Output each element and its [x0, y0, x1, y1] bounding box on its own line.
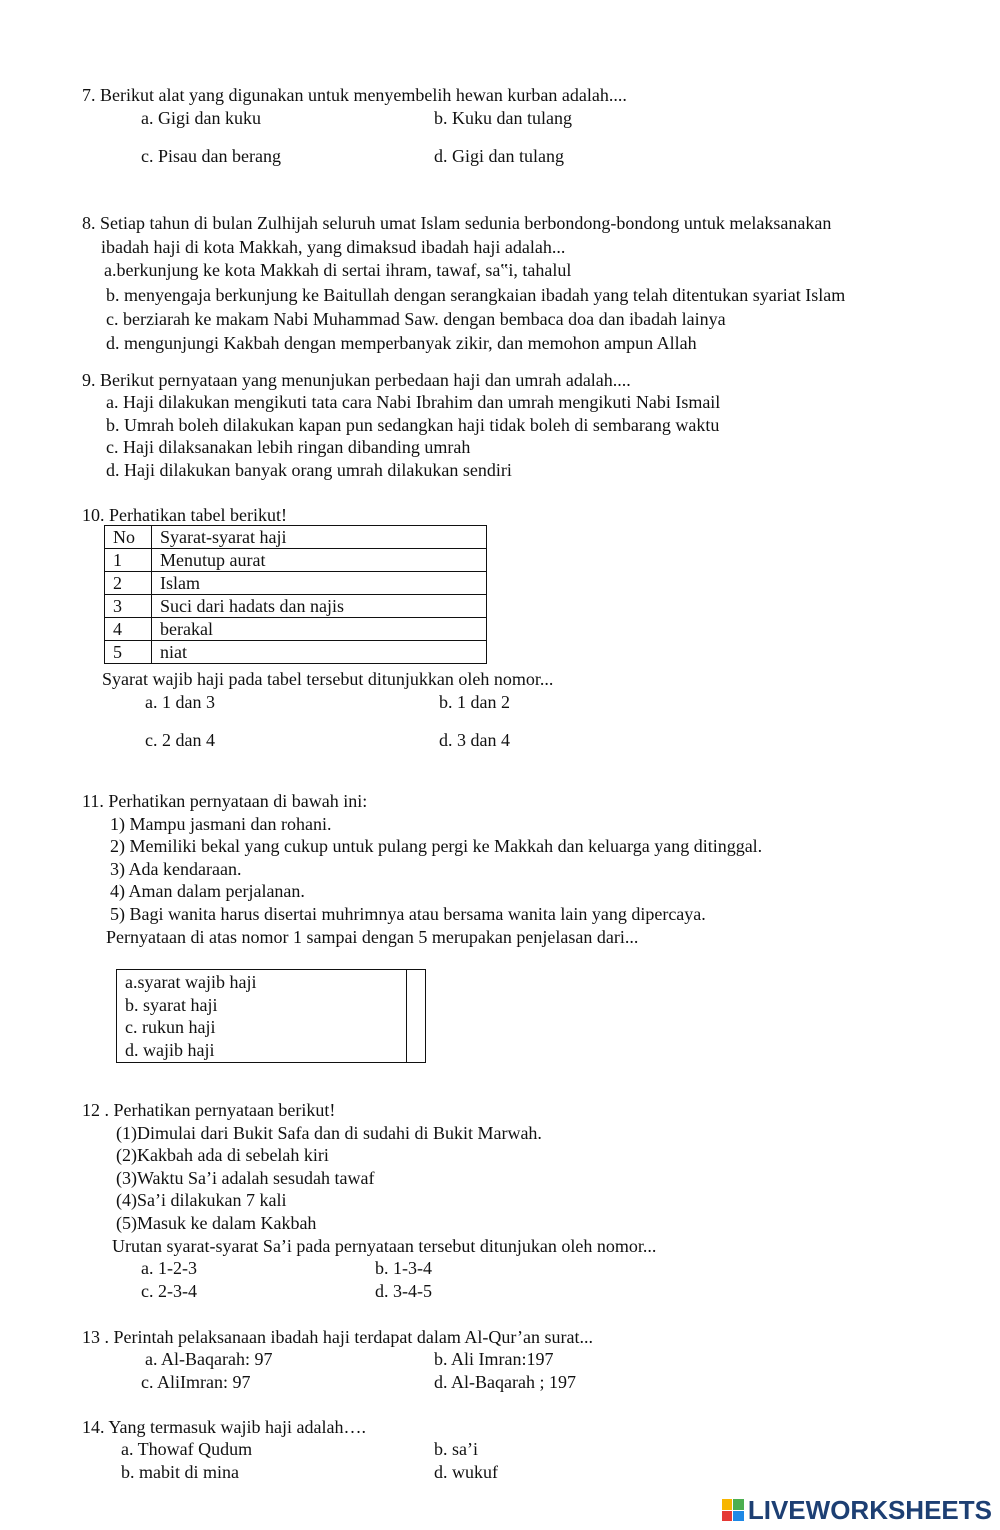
table-header-no: No — [105, 526, 152, 549]
q9-option-a: a. Haji dilakukan mengikuti tata cara Nabi Ibrahim dan umrah mengikuti Nabi Ismail — [106, 392, 721, 412]
table-row — [105, 549, 487, 572]
q7-option-c: c. Pisau dan berang — [141, 146, 281, 166]
q14-option-d: d. wukuf — [434, 1462, 498, 1482]
q8-question-line1: 8. Setiap tahun di bulan Zulhijah seluruh umat Islam sedunia berbondong-bondong untuk melaksanakan — [82, 213, 832, 233]
table-cell-syarat: Islam — [152, 572, 487, 595]
q11-option-b[interactable]: b. syarat haji — [125, 995, 218, 1015]
logo-icon-square-3 — [722, 1511, 733, 1522]
q10-option-b: b. 1 dan 2 — [439, 692, 510, 712]
q10-option-d: d. 3 dan 4 — [439, 730, 510, 750]
q7-option-b: b. Kuku dan tulang — [434, 108, 572, 128]
q8-option-d: d. mengunjungi Kakbah dengan memperbanyak zikir, dan memohon ampun Allah — [106, 333, 697, 353]
q13-option-a: a. Al-Baqarah: 97 — [145, 1349, 273, 1369]
q10-option-c: c. 2 dan 4 — [145, 730, 215, 750]
q9-option-d: d. Haji dilakukan banyak orang umrah dilakukan sendiri — [106, 460, 512, 480]
q10-option-a: a. 1 dan 3 — [145, 692, 215, 712]
q13-question: 13 . Perintah pelaksanaan ibadah haji terdapat dalam Al-Qur’an surat... — [82, 1327, 593, 1347]
q11-options-box — [116, 969, 426, 1063]
table-cell-syarat: niat — [152, 641, 487, 664]
liveworksheets-logo — [722, 1496, 992, 1524]
table-cell-no: 3 — [105, 595, 152, 618]
q13-option-b: b. Ali Imran:197 — [434, 1349, 554, 1369]
q11-option-c[interactable]: c. rukun haji — [125, 1017, 216, 1037]
q11-item-5: 5) Bagi wanita harus disertai muhrimnya atau bersama wanita lain yang dipercaya. — [110, 904, 706, 924]
q10-prompt: Syarat wajib haji pada tabel tersebut ditunjukkan oleh nomor... — [102, 669, 554, 689]
q10-question: 10. Perhatikan tabel berikut! — [82, 505, 287, 525]
q12-item-3: (3)Waktu Sa’i adalah sesudah tawaf — [116, 1168, 375, 1188]
logo-icon-square-4 — [733, 1511, 744, 1522]
table-cell-no: 2 — [105, 572, 152, 595]
table-cell-no: 1 — [105, 549, 152, 572]
q11-option-d[interactable]: d. wajib haji — [125, 1040, 215, 1060]
logo-icon-square-1 — [722, 1499, 733, 1510]
logo-icon-square-2 — [733, 1499, 744, 1510]
q9-option-b: b. Umrah boleh dilakukan kapan pun sedangkan haji tidak boleh di sembarang waktu — [106, 415, 720, 435]
q14-option-b: b. sa’i — [434, 1439, 478, 1459]
q12-item-5: (5)Masuk ke dalam Kakbah — [116, 1213, 317, 1233]
q11-item-3: 3) Ada kendaraan. — [110, 859, 242, 879]
table-row — [105, 641, 487, 664]
q11-option-a[interactable]: a.syarat wajib haji — [125, 972, 257, 992]
q12-item-1: (1)Dimulai dari Bukit Safa dan di sudahi di Bukit Marwah. — [116, 1123, 542, 1143]
q13-option-d: d. Al-Baqarah ; 197 — [434, 1372, 576, 1392]
table-cell-syarat: Suci dari hadats dan najis — [152, 595, 487, 618]
q9-question: 9. Berikut pernyataan yang menunjukan perbedaan haji dan umrah adalah.... — [82, 370, 631, 390]
table-cell-syarat: berakal — [152, 618, 487, 641]
q12-question: 12 . Perhatikan pernyataan berikut! — [82, 1100, 336, 1120]
q8-option-a: a.berkunjung ke kota Makkah di sertai ihram, tawaf, sa‟i, tahalul — [104, 260, 572, 280]
liveworksheets-logo-icon — [722, 1499, 744, 1521]
liveworksheets-logo-text: LIVEWORKSHEETS — [747, 1495, 992, 1525]
syarat-haji-table — [104, 525, 487, 664]
table-row — [105, 572, 487, 595]
table-cell-syarat: Menutup aurat — [152, 549, 487, 572]
q12-option-c: c. 2-3-4 — [141, 1281, 197, 1301]
q8-option-c: c. berziarah ke makam Nabi Muhammad Saw. dengan bembaca doa dan ibadah lainya — [106, 309, 726, 329]
q13-option-c: c. AliImran: 97 — [141, 1372, 251, 1392]
q14-question: 14. Yang termasuk wajib haji adalah…. — [82, 1417, 366, 1437]
q14-option-a: a. Thowaf Qudum — [121, 1439, 253, 1459]
q11-prompt: Pernyataan di atas nomor 1 sampai dengan 5 merupakan penjelasan dari... — [106, 927, 639, 947]
q8-question-line2: ibadah haji di kota Makkah, yang dimaksud ibadah haji adalah... — [101, 237, 566, 257]
q11-item-4: 4) Aman dalam perjalanan. — [110, 881, 305, 901]
q12-item-2: (2)Kakbah ada di sebelah kiri — [116, 1145, 329, 1165]
q9-option-c: c. Haji dilaksanakan lebih ringan dibanding umrah — [106, 437, 471, 457]
q7-option-d: d. Gigi dan tulang — [434, 146, 564, 166]
table-header-row — [105, 526, 487, 549]
table-row — [105, 595, 487, 618]
q12-item-4: (4)Sa’i dilakukan 7 kali — [116, 1190, 287, 1210]
options-box-divider — [406, 970, 407, 1062]
q11-question: 11. Perhatikan pernyataan di bawah ini: — [82, 791, 368, 811]
q12-option-b: b. 1-3-4 — [375, 1258, 432, 1278]
q8-option-b: b. menyengaja berkunjung ke Baitullah dengan serangkaian ibadah yang telah ditentukan syariat Islam — [106, 285, 846, 305]
q7-option-a: a. Gigi dan kuku — [141, 108, 261, 128]
q11-item-2: 2) Memiliki bekal yang cukup untuk pulang pergi ke Makkah dan keluarga yang ditinggal. — [110, 836, 763, 856]
table-row — [105, 618, 487, 641]
q14-option-c: b. mabit di mina — [121, 1462, 239, 1482]
q12-option-a: a. 1-2-3 — [141, 1258, 197, 1278]
q11-item-1: 1) Mampu jasmani dan rohani. — [110, 814, 332, 834]
table-cell-no: 5 — [105, 641, 152, 664]
q12-prompt: Urutan syarat-syarat Sa’i pada pernyataan tersebut ditunjukan oleh nomor... — [112, 1236, 657, 1256]
table-header-syarat: Syarat-syarat haji — [152, 526, 487, 549]
q12-option-d: d. 3-4-5 — [375, 1281, 432, 1301]
table-cell-no: 4 — [105, 618, 152, 641]
q7-question: 7. Berikut alat yang digunakan untuk menyembelih hewan kurban adalah.... — [82, 85, 627, 105]
